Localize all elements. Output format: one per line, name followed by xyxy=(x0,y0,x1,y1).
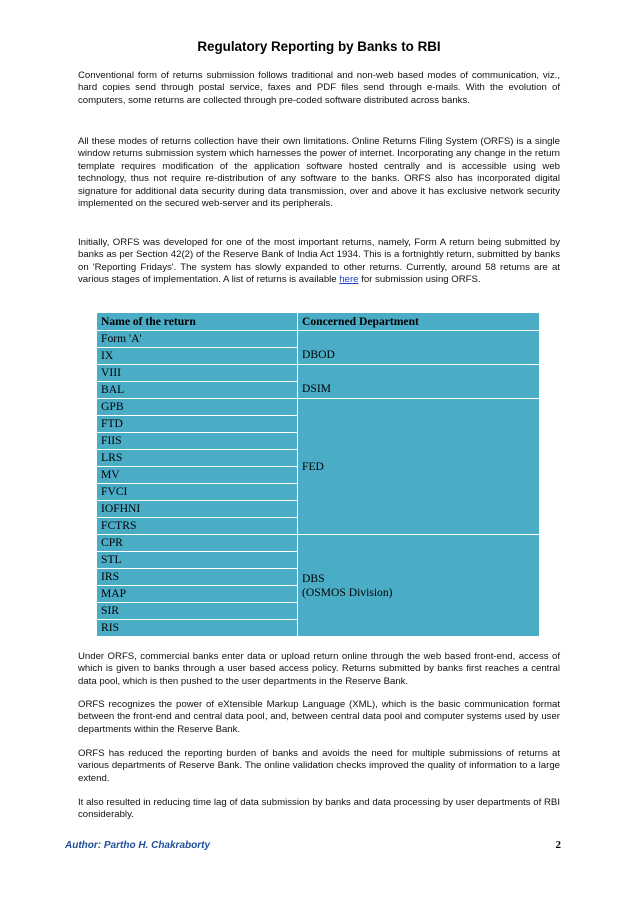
paragraph-under-orfs: Under ORFS, commercial banks enter data or upload return online through the web based front-end, access of which is given to banks through a user based access policy. Returns submitted by banks first reaches a central data pool, which is then pushed to the user departments in the Reserve Bank. xyxy=(78,651,560,687)
returns-table xyxy=(96,312,540,637)
paragraph-time-lag: It also resulted in reducing time lag of data submission by banks and data processing by user departments of RBI considerably. xyxy=(78,797,560,821)
department-dbs-division: (OSMOS Division) xyxy=(302,585,393,599)
return-name: BAL xyxy=(97,382,298,399)
return-name: FIIS xyxy=(97,433,298,450)
return-name: STL xyxy=(97,552,298,569)
paragraph-text-after-link: for submission using ORFS. xyxy=(358,274,481,286)
return-name: LRS xyxy=(97,450,298,467)
table-header-row xyxy=(97,313,540,331)
return-name: CPR xyxy=(97,535,298,552)
paragraph-xml: ORFS recognizes the power of eXtensible Markup Language (XML), which is the basic communication format between the front-end and central data pool, and, between central data pool and computer systems used by user departments within the Reserve Bank. xyxy=(78,699,560,735)
header-return-name: Name of the return xyxy=(97,313,298,331)
paragraph-conventional-form: Conventional form of returns submission follows traditional and non-web based modes of communication, viz., hard copies send through postal service, faxes and PDF files send through e-mails. With the evolution of computers, some returns are collected through pre-coded software distributed across banks. xyxy=(78,70,560,106)
table-row xyxy=(97,535,540,552)
footer-author: Author: Partho H. Chakraborty xyxy=(65,840,211,851)
paragraph-reduced-burden: ORFS has reduced the reporting burden of banks and avoids the need for multiple submissions of returns at various departments of Reserve Bank. The online validation checks improved the quality of information to a large extend. xyxy=(78,748,560,784)
return-name: IOFHNI xyxy=(97,501,298,518)
page-title: Regulatory Reporting by Banks to RBI xyxy=(197,39,441,54)
return-name: GPB xyxy=(97,399,298,416)
table-row xyxy=(97,331,540,348)
department-cell: DSIM xyxy=(298,365,540,399)
department-cell: FED xyxy=(298,399,540,535)
table-row xyxy=(97,365,540,382)
return-name: FCTRS xyxy=(97,518,298,535)
return-name: SIR xyxy=(97,603,298,620)
return-name: VIII xyxy=(97,365,298,382)
return-name: FVCI xyxy=(97,484,298,501)
department-dbs: DBS xyxy=(302,571,325,585)
return-name: MAP xyxy=(97,586,298,603)
department-cell: DBOD xyxy=(298,331,540,365)
header-department: Concerned Department xyxy=(298,313,540,331)
return-name: MV xyxy=(97,467,298,484)
here-link[interactable]: here xyxy=(339,274,359,286)
table-row xyxy=(97,399,540,416)
paragraph-initially-orfs xyxy=(78,237,560,287)
department-cell xyxy=(298,535,540,637)
return-name: IRS xyxy=(97,569,298,586)
paragraph-text-before-link: Initially, ORFS was developed for one of the most important returns, namely, Form A return being submitted by banks as per Section 42(2) of the Reserve Bank of India Act 1934. This is a fortnightly return, submitted by banks on 'Reporting Fridays'. The system has slowly expanded to other returns. Currently, around 58 returns are at various stages of implementation. A list of returns is available xyxy=(78,237,560,286)
return-name: Form 'A' xyxy=(97,331,298,348)
return-name: RIS xyxy=(97,620,298,637)
return-name: IX xyxy=(97,348,298,365)
paragraph-modes-limitations: All these modes of returns collection have their own limitations. Online Returns Filing System (ORFS) is a single window returns submission system which harnesses the power of internet. Incorporating any change in the return template requires modification of the application software hosted centrally and is accessible using web technology, thus not require re-distribution of any software to the banks. ORFS also has incorporated digital signature for additional data security during data transmission, over and above it has exclusive network security implemented on the secured web-server and its peripherals. xyxy=(78,136,560,210)
page-number: 2 xyxy=(555,839,561,851)
return-name: FTD xyxy=(97,416,298,433)
